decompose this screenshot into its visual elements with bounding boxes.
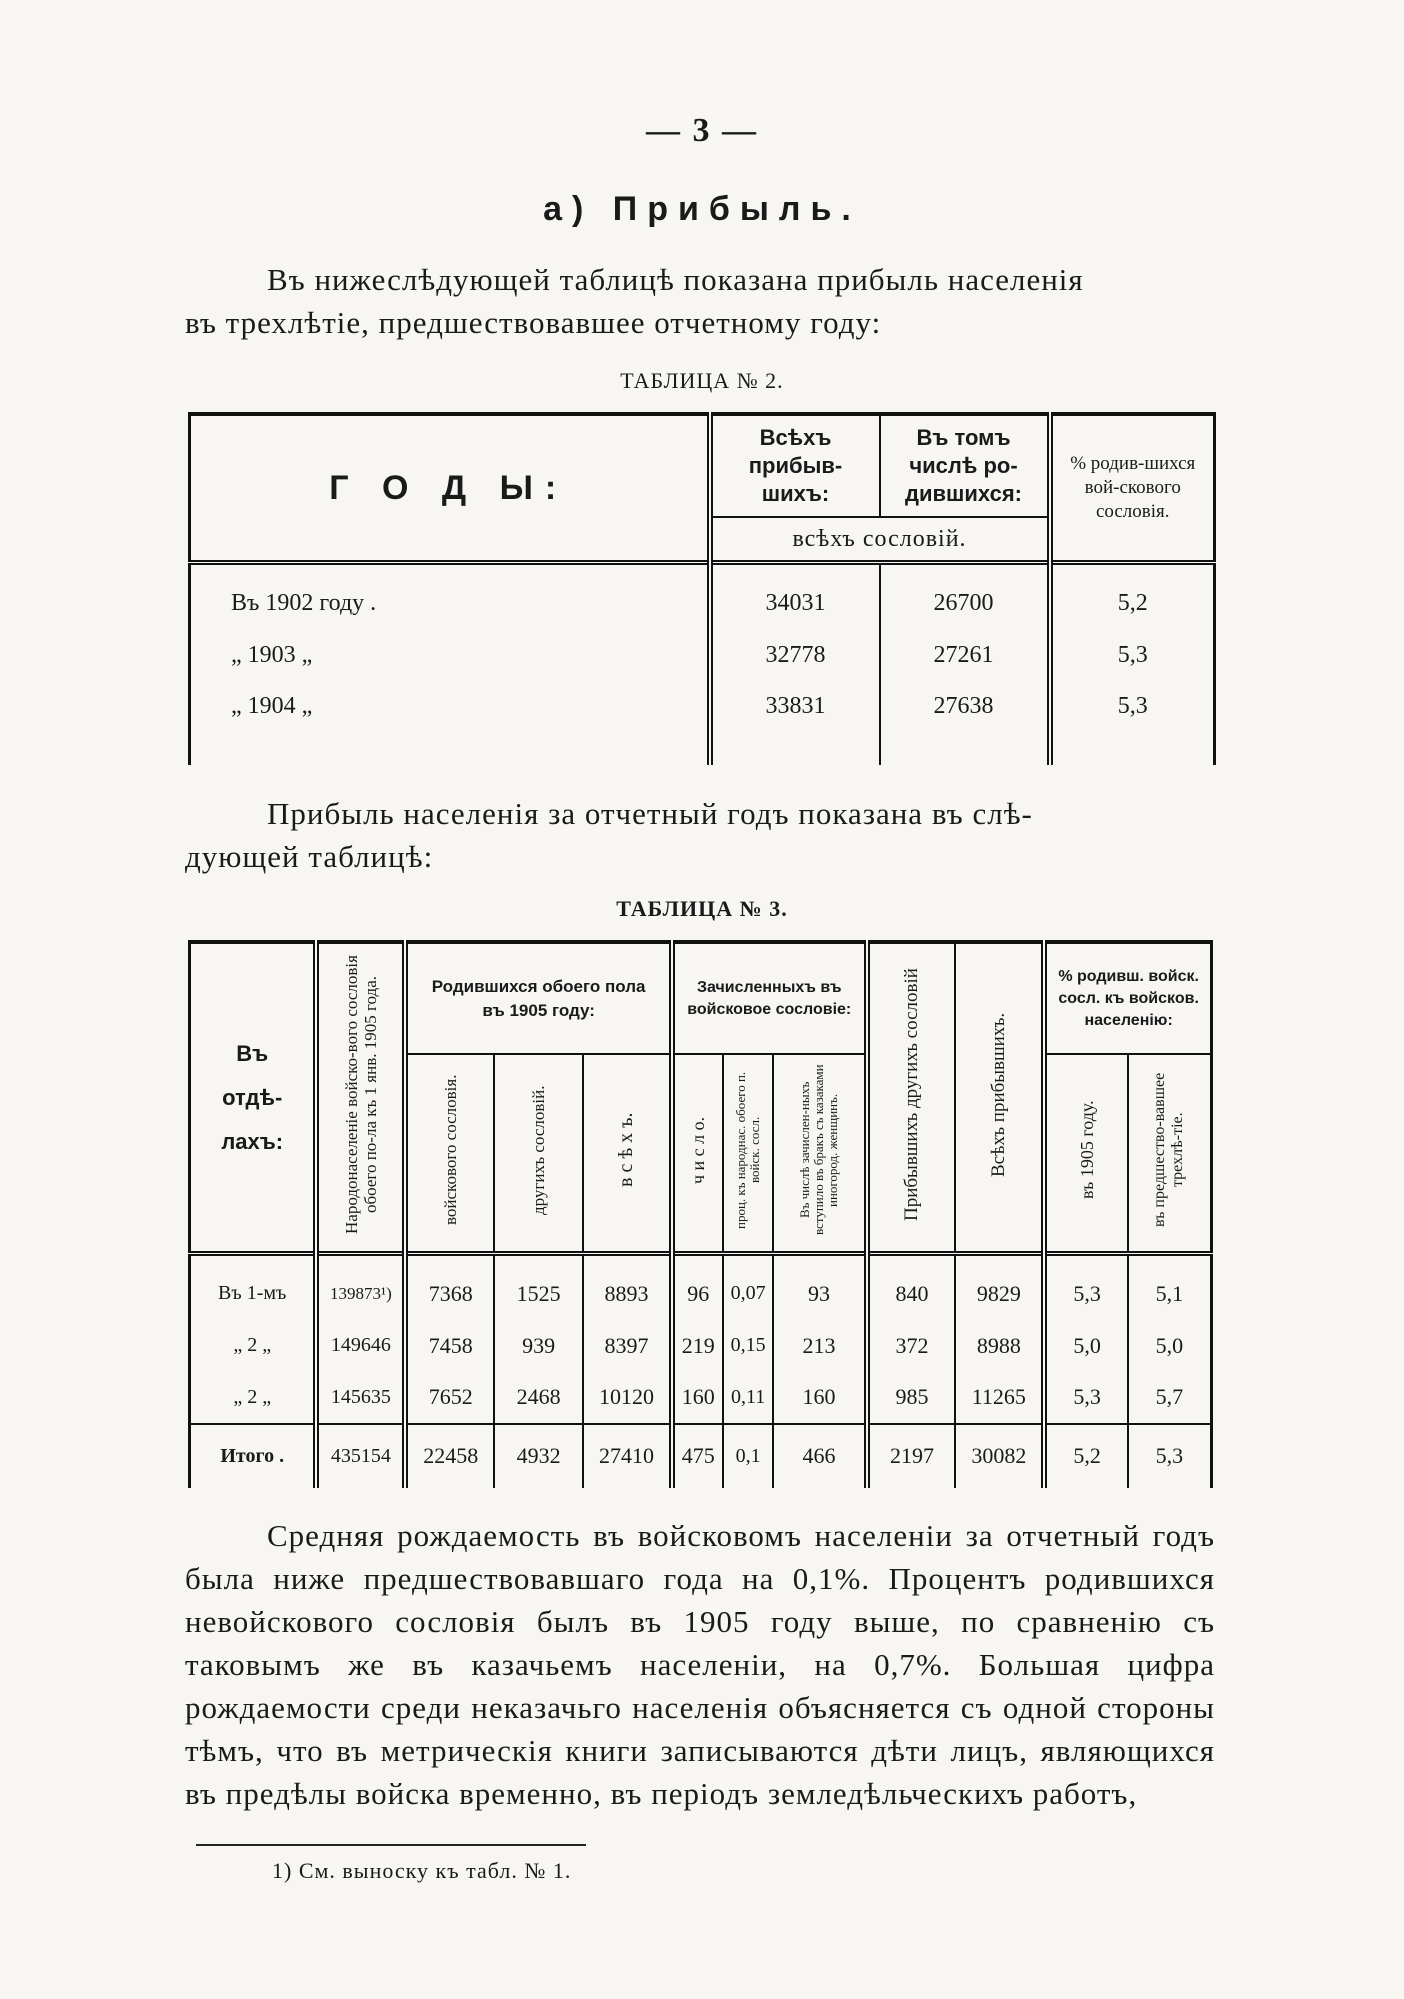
t3-proc: 0,07	[723, 1268, 774, 1320]
t3-drug: 939	[494, 1320, 583, 1372]
t3-total-vseh-prib: 30082	[955, 1424, 1044, 1488]
t2-born: 27638	[880, 681, 1050, 765]
t3-p1905: 5,0	[1044, 1320, 1128, 1372]
t3-total-prib-drug: 2197	[867, 1424, 956, 1488]
t2-row	[190, 629, 1215, 681]
t3-total-drug: 4932	[494, 1424, 583, 1488]
t3-prev: 5,7	[1128, 1372, 1212, 1424]
t2-year: „ 1903 „	[190, 629, 710, 681]
t3-header-chislo: ч и с л о.	[672, 1054, 723, 1254]
t3-voisk: 7458	[428, 1332, 473, 1358]
t3-row	[190, 1268, 1212, 1320]
section-heading: а) Прибыль.	[543, 190, 861, 228]
t3-p1905: 5,3	[1044, 1372, 1128, 1424]
t3-prev: 5,1	[1128, 1268, 1212, 1320]
t3-header-narod: Народонаселеніе войско-вого сословія обоего по-ла къ 1 янв. 1905 года.	[316, 942, 405, 1254]
t2-year: Въ 1902 году .	[190, 577, 710, 629]
t3-header-otdel: Въ отдѣ-лахъ:	[190, 942, 317, 1254]
t3-chislo: 160	[672, 1372, 723, 1424]
t2-row	[190, 577, 1215, 629]
t2-pct: 5,2	[1050, 577, 1215, 629]
t3-brak: 93	[773, 1268, 866, 1320]
t3-label: „ 2 „	[190, 1320, 317, 1372]
t2-header-pct: % родив-шихся вой-скового сословія.	[1050, 414, 1215, 563]
t3-header-vseh-prib: Всѣхъ прибывшихъ.	[955, 942, 1044, 1254]
table-2	[188, 412, 1216, 765]
t3-voisk: 7652	[428, 1384, 473, 1409]
t2-pct: 5,3	[1050, 681, 1215, 765]
t3-header-proc: проц. къ народнас. обоего п. войск. сосл.	[723, 1054, 774, 1254]
intro-paragraph	[185, 258, 1215, 344]
t3-vseh: 10120	[583, 1372, 672, 1424]
t3-row	[190, 1372, 1212, 1424]
t3-vseh-prib: 9829	[955, 1268, 1044, 1320]
t2-pct: 5,3	[1050, 629, 1215, 681]
t3-label: „ 2 „	[190, 1372, 317, 1424]
t2-all: 34031	[710, 577, 880, 629]
table3-caption: ТАБЛИЦА № 3.	[616, 896, 788, 921]
t3-total-p1905: 5,2	[1044, 1424, 1128, 1488]
t2-year: „ 1904 „	[190, 681, 710, 765]
t2-row	[190, 681, 1215, 765]
t3-total-voisk: 22458	[405, 1424, 494, 1488]
t3-chislo: 96	[672, 1268, 723, 1320]
footnote: 1) См. выноску къ табл. № 1.	[272, 1858, 572, 1883]
t3-narod: 149646	[316, 1320, 405, 1372]
t3-brak: 213	[773, 1320, 866, 1372]
t2-all: 32778	[710, 629, 880, 681]
table-3	[188, 940, 1213, 1488]
t3-vseh-prib: 11265	[955, 1372, 1044, 1424]
t2-header-born: Въ томъ числѣ ро-дившихся:	[880, 414, 1050, 517]
t3-total-brak: 466	[773, 1424, 866, 1488]
t3-vseh: 8397	[583, 1320, 672, 1372]
t3-row	[190, 1320, 1212, 1372]
t3-p1905: 5,3	[1044, 1268, 1128, 1320]
t2-header-years: Г О Д Ы:	[190, 414, 710, 563]
t3-proc: 0,15	[723, 1320, 774, 1372]
t3-header-zach-group: Зачисленныхъ въ войсковое сословіе:	[672, 942, 867, 1054]
t2-subheader: всѣхъ сословій.	[710, 517, 1050, 563]
t2-born: 26700	[880, 577, 1050, 629]
t3-header-brak: Въ числѣ зачислен-ныхъ вступило въ бракъ съ казаками иногород. женщинъ.	[773, 1054, 866, 1254]
t3-header-pct-group: % родивш. войск. сосл. къ войсков. населенію:	[1044, 942, 1211, 1054]
t3-brak: 160	[773, 1372, 866, 1424]
t3-total-chislo: 475	[672, 1424, 723, 1488]
t3-narod: 139873¹)	[316, 1268, 405, 1320]
t3-total-label: Итого .	[190, 1424, 317, 1488]
t3-vseh: 8893	[583, 1268, 672, 1320]
t3-narod: 145635	[316, 1372, 405, 1424]
t3-header-voisk: войскового сословія.	[405, 1054, 494, 1254]
t3-header-prib-drug: Прибывшихъ другихъ сословій	[867, 942, 956, 1254]
t2-header-all: Всѣхъ прибыв-шихъ:	[710, 414, 880, 517]
t3-header-vseh: в с ѣ х ъ.	[583, 1054, 672, 1254]
t3-voisk: 7368	[428, 1280, 473, 1306]
t3-total-narod: 435154	[316, 1424, 405, 1488]
t3-prev: 5,0	[1128, 1320, 1212, 1372]
mid-paragraph	[185, 792, 1215, 878]
mid-line-1: Прибыль населенія за отчетный годъ показана въ слѣ-	[267, 796, 1033, 831]
intro-line-2: въ трехлѣтіе, предшествовавшее отчетному году:	[185, 305, 882, 340]
mid-line-2: дующей таблицѣ:	[185, 839, 434, 874]
t3-total-proc: 0,1	[723, 1424, 774, 1488]
final-paragraph-text: Средняя рождаемость въ войсковомъ населеніи за отчетный годъ была ниже предшествовавшаго года на 0,1%. Процентъ родившихся невойскового сословія былъ въ 1905 году выше, по сравненію съ таковымъ же въ казачьемъ населеніи, на 0,7%. Большая цифра рождаемости среди неказачьго населенія объясняется съ одной стороны тѣмъ, что въ метрическія книги записываются дѣти лицъ, являющихся въ предѣлы войска временно, въ періодъ земледѣльческихъ работъ,	[185, 1518, 1215, 1811]
t3-header-drugih: другихъ сословій.	[494, 1054, 583, 1254]
t3-label: Въ 1-мъ	[190, 1268, 317, 1320]
t3-vseh-prib: 8988	[955, 1320, 1044, 1372]
table2-caption: ТАБЛИЦА № 2.	[620, 368, 784, 393]
page-number: — 3 —	[646, 112, 758, 149]
t3-proc: 0,11	[723, 1372, 774, 1424]
t3-chislo: 219	[672, 1320, 723, 1372]
t3-total-prev: 5,3	[1128, 1424, 1212, 1488]
t3-total-vseh: 27410	[583, 1424, 672, 1488]
t3-prib-drug: 372	[867, 1320, 956, 1372]
final-paragraph	[185, 1514, 1215, 1815]
t3-header-prev: въ предшество-вавшее трехлѣ-тіе.	[1128, 1054, 1212, 1254]
t3-drug: 1525	[494, 1268, 583, 1320]
t3-header-1905: въ 1905 году.	[1044, 1054, 1128, 1254]
t3-header-born-group: Родившихся обоего пола въ 1905 году:	[431, 976, 646, 1020]
t2-born: 27261	[880, 629, 1050, 681]
t3-prib-drug: 985	[867, 1372, 956, 1424]
footnote-rule	[196, 1844, 586, 1846]
t2-all: 33831	[710, 681, 880, 765]
t3-prib-drug: 840	[867, 1268, 956, 1320]
t3-drug: 2468	[494, 1372, 583, 1424]
intro-line-1: Въ нижеслѣдующей таблицѣ показана прибыль населенія	[267, 262, 1084, 297]
t3-total-row	[190, 1424, 1212, 1488]
